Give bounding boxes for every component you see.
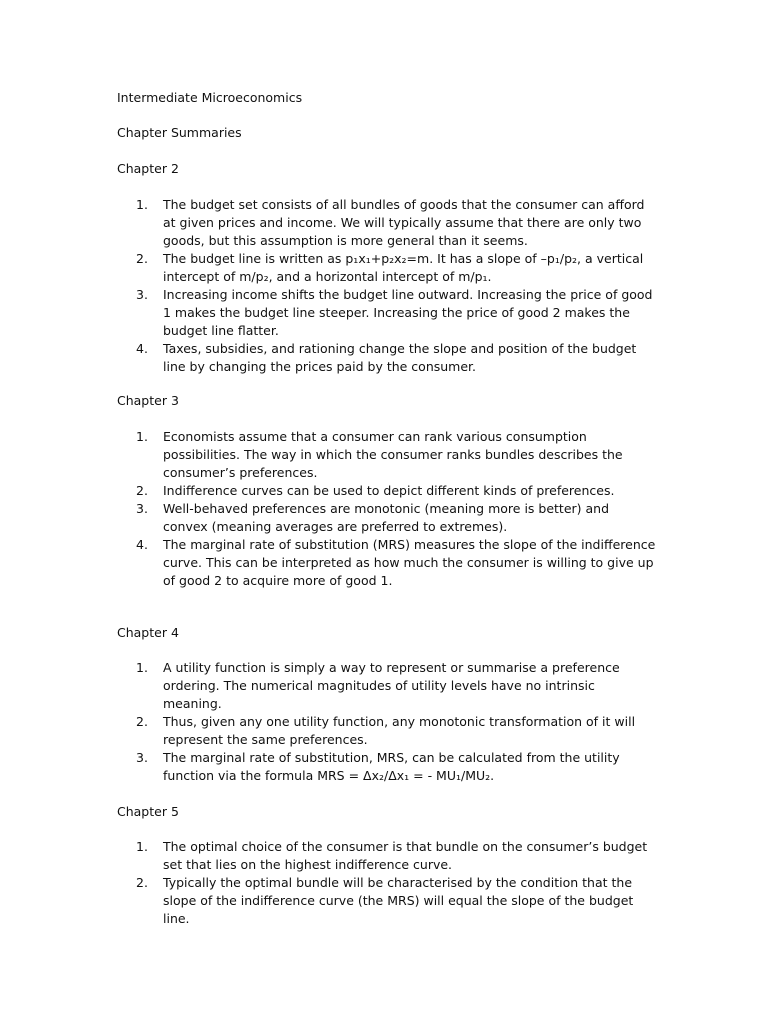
item-number: 1. — [136, 197, 148, 212]
item-text: Economists assume that a consumer can rank various consumption possibilities. The way in which the consumer ranks bundles describes the consumer’s preferences. — [163, 429, 623, 480]
item-text: The budget set consists of all bundles of goods that the consumer can afford at given prices and income. We will typically assume that there are only two goods, but this assumption is more general than it seems. — [163, 197, 645, 248]
item-text: Well-behaved preferences are monotonic (meaning more is better) and convex (meaning averages are preferred to extremes). — [163, 501, 610, 534]
item-number: 3. — [136, 287, 148, 302]
list-item — [117, 749, 657, 785]
list-item — [117, 196, 657, 250]
item-text: The marginal rate of substitution (MRS) measures the slope of the indifference curve. This can be interpreted as how much the consumer is willing to give up of good 2 to acquire more of good 1. — [163, 537, 656, 588]
item-text: The marginal rate of substitution, MRS, can be calculated from the utility function via the formula MRS = Δx₂/Δx₁ = - MU₁/MU₂. — [163, 750, 620, 783]
item-text: A utility function is simply a way to represent or summarise a preference ordering. The numerical magnitudes of utility levels have no intrinsic meaning. — [163, 660, 620, 711]
list-item — [117, 428, 657, 482]
chapter-heading-2: Chapter 2 — [117, 161, 179, 176]
list-item — [117, 482, 657, 500]
list-item — [117, 340, 657, 376]
item-number: 3. — [136, 501, 148, 516]
item-number: 2. — [136, 483, 148, 498]
list-item — [117, 500, 657, 536]
chapter-2-summary-list — [117, 196, 657, 376]
list-item — [117, 536, 657, 590]
item-number: 3. — [136, 750, 148, 765]
item-text: Increasing income shifts the budget line outward. Increasing the price of good 1 makes the budget line steeper. Increasing the price of good 2 makes the budget line flatter. — [163, 287, 653, 338]
list-item — [117, 874, 657, 928]
chapter-5-summary-list — [117, 838, 657, 928]
item-text: Typically the optimal bundle will be characterised by the condition that the slope of the indifference curve (the MRS) will equal the slope of the budget line. — [163, 875, 634, 926]
item-number: 2. — [136, 875, 148, 890]
chapter-3-summary-list — [117, 428, 657, 590]
item-number: 2. — [136, 251, 148, 266]
item-number: 1. — [136, 660, 148, 675]
chapter-heading-4: Chapter 4 — [117, 625, 179, 640]
list-item — [117, 250, 657, 286]
chapter-4-summary-list — [117, 659, 657, 785]
item-number: 1. — [136, 839, 148, 854]
item-number: 4. — [136, 341, 148, 356]
item-text: Thus, given any one utility function, any monotonic transformation of it will represent the same preferences. — [163, 714, 636, 747]
item-text: The optimal choice of the consumer is that bundle on the consumer’s budget set that lies on the highest indifference curve. — [163, 839, 648, 872]
item-text: The budget line is written as p₁x₁+p₂x₂=m. It has a slope of –p₁/p₂, a vertical intercept of m/p₂, and a horizontal intercept of m/p₁. — [163, 251, 644, 284]
chapter-heading-3: Chapter 3 — [117, 393, 179, 408]
list-item — [117, 659, 657, 713]
item-number: 2. — [136, 714, 148, 729]
list-item — [117, 838, 657, 874]
item-text: Taxes, subsidies, and rationing change the slope and position of the budget line by changing the prices paid by the consumer. — [163, 341, 637, 374]
document-subtitle: Chapter Summaries — [117, 125, 242, 140]
item-number: 1. — [136, 429, 148, 444]
document-title: Intermediate Microeconomics — [117, 90, 303, 105]
list-item — [117, 713, 657, 749]
item-text: Indifference curves can be used to depict different kinds of preferences. — [163, 483, 615, 498]
list-item — [117, 286, 657, 340]
chapter-heading-5: Chapter 5 — [117, 804, 179, 819]
item-number: 4. — [136, 537, 148, 552]
